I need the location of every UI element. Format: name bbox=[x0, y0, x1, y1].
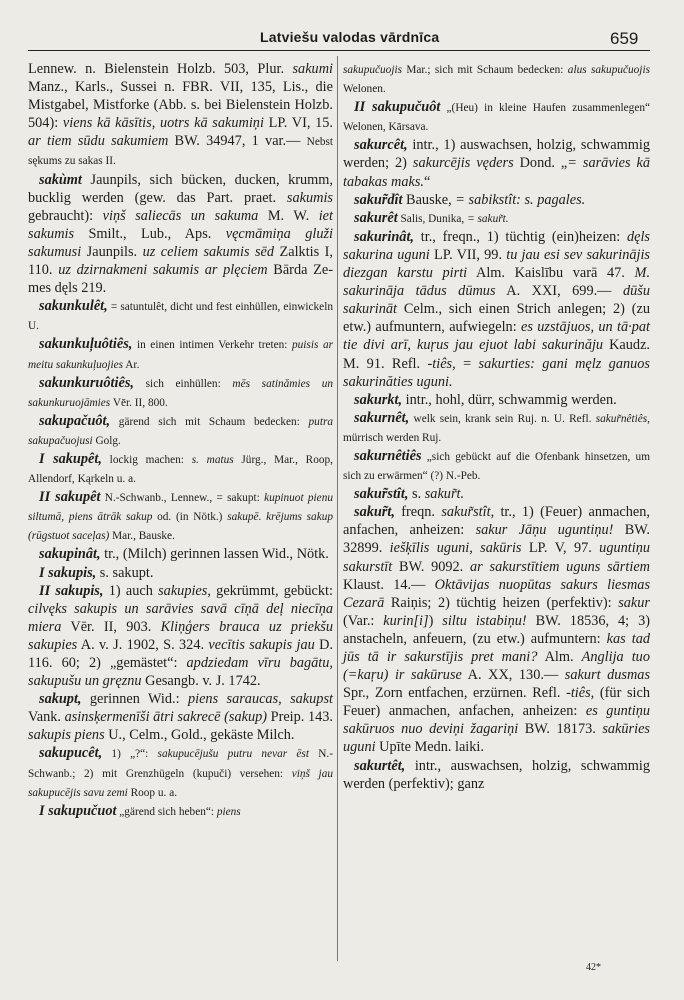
definition-text: BW. 9092. bbox=[392, 558, 471, 575]
small-example-text: piens bbox=[216, 805, 241, 818]
small-text: Jürg., Mar., Roop, Allendorf, Kąrkeln u. a. bbox=[28, 453, 333, 486]
definition-text: D. 116. 60; 2) „gemästet“: bbox=[28, 636, 333, 671]
small-text: „sich gebückt auf die Ofenbank hinsetzen, um sich zu erwärmen“ (?) N.-Peb. bbox=[343, 450, 650, 483]
headword: sakurinât, bbox=[354, 228, 414, 245]
definition-text: Jaunpils, sich bücken, ducken, krumm, bucklig werden (gew. das Part. praet. bbox=[28, 171, 333, 206]
dictionary-entry bbox=[343, 391, 650, 409]
example-text: iešķīlis uguni, sakūris bbox=[389, 540, 522, 557]
example-text: sakūries uguni bbox=[343, 721, 650, 756]
small-example-text: sakupē. krējums sakup (rūgstuot saceļas) bbox=[28, 511, 334, 543]
dictionary-entry bbox=[343, 191, 650, 209]
definition-text: s. sakupt. bbox=[96, 564, 154, 581]
headword: sakurnêtiês bbox=[354, 447, 422, 464]
headword: sakur̃dît bbox=[354, 191, 403, 208]
definition-text: A. XXI, 699.— bbox=[495, 283, 623, 300]
small-text: in einen intimen Verkehr treten: bbox=[132, 339, 292, 352]
headword: sakunkuruôtiês, bbox=[39, 374, 134, 391]
example-text: tu jau esi sev sakurinājis diezgan karstu pirti bbox=[343, 246, 650, 282]
definition-text: Vank. bbox=[28, 709, 65, 726]
page-number: 659 bbox=[610, 29, 639, 48]
small-text: N.-Schwanb.; 2) mit Grenzhügeln (kupuči) versehen: bbox=[28, 748, 333, 780]
example-text: asinsķermenīši ātri sakrecē (sakup) bbox=[64, 709, 268, 726]
definition-text: LP. VII, 99. bbox=[429, 246, 507, 263]
definition-text: gebraucht): bbox=[28, 207, 103, 224]
small-text: Roop u. a. bbox=[127, 786, 178, 799]
definition-text: Raiņis; 2) tüchtig heizen (perfektiv): bbox=[384, 594, 619, 611]
example-text: ar sakurstītiem uguns sārtiem bbox=[470, 558, 650, 575]
small-text: Nebst sękums zu sakas II. bbox=[28, 136, 334, 168]
small-text: N.-Schwanb., Lennew., = sakupt: bbox=[100, 492, 265, 505]
small-example-text: kupinuot pienu siltumā, piens ātrāk sakup bbox=[28, 492, 333, 524]
headword: I sakupêt, bbox=[39, 450, 102, 467]
example-text: sakupis piens bbox=[28, 727, 105, 744]
small-text: Salis, Dunika, bbox=[397, 212, 468, 225]
definition-text: Bārda Zemes dęls 219. bbox=[28, 262, 333, 297]
example-text: dūšu sakurināt bbox=[343, 283, 650, 318]
headword: sakùmt bbox=[39, 171, 82, 188]
example-text: sakur Jāņu uguntiņu! bbox=[475, 522, 614, 539]
column-divider bbox=[337, 56, 338, 961]
headword: sakunkulêt, bbox=[39, 298, 108, 315]
definition-text: Jaunpils. bbox=[81, 243, 143, 260]
definition-text: Lennew. n. Bielenstein Holzb. 503, Plur. bbox=[28, 61, 293, 77]
small-example-text: puisis ar meitu sakunkuļuojies bbox=[28, 339, 333, 371]
small-text: gärend sich mit Schaum bedecken: bbox=[110, 415, 309, 428]
small-text: „gärend sich heben“: bbox=[116, 805, 217, 818]
dictionary-entry bbox=[343, 409, 650, 447]
small-example-text: viņš jau sakupucējis savu zemi bbox=[28, 767, 333, 799]
example-text: sakur̃stît, bbox=[441, 504, 495, 521]
definition-text: Vēr. II, 903. bbox=[61, 618, 161, 635]
dictionary-entry bbox=[343, 228, 650, 391]
example-text: Oktāvijas nuopūtas sakurs liesmas Cezarā bbox=[343, 576, 651, 611]
example-text: vęcmāmiņa gluži sakumusi bbox=[28, 225, 334, 260]
definition-text: BW. 34947, 1 var.— bbox=[168, 133, 307, 150]
small-example-text: s. matus bbox=[191, 453, 234, 466]
example-text: sakur̃t. bbox=[424, 486, 465, 503]
definition-text: Klaust. 14.— bbox=[343, 576, 435, 593]
definition-text: Alm. Kaislību varā 47. bbox=[467, 265, 635, 282]
definition-text: Upīte Medn. laiki. bbox=[375, 739, 484, 756]
headword: sakurnêt, bbox=[354, 409, 410, 426]
small-text: „(Heu) in kleine Haufen zusammenlegen“ Welonen, Kārsava. bbox=[343, 102, 650, 134]
example-text: piens saraucas, sakupst bbox=[187, 691, 333, 708]
definition-text: 1) auch bbox=[103, 582, 159, 599]
example-text: es guntiņu sakūruos nuo deviņi žagariņi bbox=[343, 703, 650, 738]
small-text: Golg. bbox=[92, 434, 121, 447]
definition-text: Smilt., Lub., Aps. bbox=[74, 225, 226, 242]
example-text: sakur bbox=[618, 594, 650, 611]
dictionary-entry bbox=[28, 450, 333, 488]
example-text: ar tiem sūdu sakumiem bbox=[28, 133, 169, 150]
example-text: kas tad jūs tā ir sakurstījis pret mani? bbox=[343, 630, 650, 665]
example-text: uz dzirnakmeni sakumis ar plęciem bbox=[58, 262, 268, 279]
dictionary-entry bbox=[28, 335, 333, 373]
dictionary-entry bbox=[28, 488, 333, 545]
example-text: kurin[i] bbox=[383, 612, 429, 629]
example-text: sakumis bbox=[286, 189, 333, 206]
headword: sakurcêt, bbox=[354, 137, 408, 154]
definition-text: = bbox=[455, 355, 479, 372]
definition-text: (Var.: bbox=[343, 612, 384, 629]
entry-continuation bbox=[28, 60, 333, 171]
dictionary-entry bbox=[343, 757, 650, 793]
definition-text: A. v. J. 1902, S. 324. bbox=[77, 636, 209, 653]
example-text: siltu istabiņu! bbox=[442, 612, 527, 629]
definition-text: Zalktis I, 110. bbox=[28, 243, 333, 279]
definition-text: Spr., Zorn entfachen, erzürnen. Refl. bbox=[343, 685, 567, 702]
headword: sakurkt, bbox=[354, 391, 403, 408]
small-example-text: sakupučuojis bbox=[343, 64, 402, 76]
definition-text: tr., (Milch) gerinnen lassen Wid., Nötk. bbox=[100, 546, 329, 563]
dictionary-entry bbox=[28, 297, 333, 335]
definition-text: intr., auswachsen, holzig, schwammig werden (perfektiv); ganz bbox=[343, 757, 650, 792]
example-text: sakurties: gani męlz ganuos sakurinăties uguni. bbox=[343, 355, 650, 390]
headword: sakurtêt, bbox=[354, 757, 406, 774]
headword: sakurêt bbox=[354, 209, 398, 226]
definition-text: U., Celm., Gold., gekäste Milch. bbox=[104, 727, 295, 744]
headword: II sakupučuôt bbox=[354, 99, 441, 116]
small-text: sich einhüllen: bbox=[133, 377, 233, 390]
headword: sakupinât, bbox=[39, 546, 101, 563]
dictionary-entry bbox=[28, 564, 333, 582]
small-text: Mar., Bauske. bbox=[109, 530, 175, 543]
running-header: Latviešu valodas vārdnīca bbox=[260, 29, 440, 45]
definition-text: LP. V, 97. bbox=[521, 540, 600, 557]
definition-text: tr., freqn., 1) tüchtig (ein)heizen: bbox=[414, 228, 627, 245]
example-text: apdziedam vīru bagātu, sakupušu un gręznu bbox=[28, 655, 333, 690]
small-example-text: alus sakupučuojis bbox=[567, 64, 650, 76]
small-text: welk sein, krank sein Ruj. n. U. Refl. bbox=[409, 412, 596, 425]
small-example-text: sakupucējušu putru nevar ēst bbox=[157, 748, 309, 761]
small-text: = satuntulêt, dicht und fest einhüllen, einwickeln U. bbox=[28, 301, 333, 333]
small-example-text: putra sakupačuojusi bbox=[28, 415, 333, 447]
headword: I sakupis, bbox=[39, 564, 97, 581]
definition-text: tr., 1) (Feuer) anmachen, anfachen, anheizen: bbox=[343, 504, 650, 539]
example-text: viņš saliecās un sakuma bbox=[102, 207, 259, 224]
definition-text: intr., 1) auswachsen, holzig, schwammig werden; 2) bbox=[343, 137, 650, 172]
definition-text: LP. VI, 15. bbox=[263, 115, 333, 132]
header-rule bbox=[28, 50, 650, 51]
definition-text: M. W. bbox=[258, 207, 319, 224]
entry-continuation bbox=[343, 60, 650, 98]
example-text: uz celiem sakumis sēd bbox=[142, 243, 275, 260]
small-text: mürrisch werden Ruj. bbox=[343, 431, 442, 444]
dictionary-entry bbox=[28, 690, 333, 744]
headword: sakupucêt, bbox=[39, 745, 103, 762]
small-text: 1) „?“: bbox=[102, 748, 158, 761]
small-example-text: sakur̃nêtiês, bbox=[595, 412, 650, 425]
example-text: cilvęks sakupis un sarāvies savā cīņā deļ niecīņa miera bbox=[28, 600, 333, 635]
dictionary-entry bbox=[343, 485, 650, 503]
example-text: sakurcējis vęders bbox=[412, 155, 514, 172]
small-text: Vēr. II, 800. bbox=[110, 396, 168, 409]
dictionary-entry bbox=[28, 374, 333, 412]
headword: sakupačuôt, bbox=[39, 412, 111, 429]
definition-text: intr., hohl, dürr, schwammig werden. bbox=[402, 391, 617, 408]
small-text: Mar.; sich mit Schaum bedecken: bbox=[402, 64, 568, 76]
example-text: M. sakurināja tādus dūmus bbox=[343, 265, 651, 300]
definition-text: Bauske, bbox=[402, 191, 456, 208]
example-text: viens kā kāsītis, uotrs kā sakumiņi bbox=[62, 115, 264, 132]
dictionary-entry bbox=[343, 98, 650, 136]
definition-text: gerinnen Wid.: bbox=[81, 691, 188, 708]
small-text: od. (in Nötk.) bbox=[152, 511, 228, 524]
definition-text: A. XX, 130.— bbox=[461, 667, 565, 684]
example-text: Kliņģers brauca uz priekšu sakupies bbox=[28, 618, 334, 653]
definition-text: “ bbox=[424, 173, 431, 190]
definition-text: Dond. „ bbox=[513, 155, 568, 172]
definition-text: Celm., sich einen Strich anlegen; 2) (zu etw.) aufmuntern, aufwiegeln: bbox=[343, 301, 650, 336]
definition-text: Kaudz. M. 91. Refl. bbox=[343, 337, 650, 372]
dictionary-entry bbox=[28, 412, 333, 450]
example-text: -tiês, bbox=[566, 685, 595, 702]
headword: II sakupêt bbox=[39, 489, 101, 506]
definition-text: (für sich Feuer) anmachen, anfachen, anheizen: bbox=[343, 685, 650, 720]
left-column bbox=[28, 60, 333, 821]
definition-text: freqn. bbox=[394, 504, 442, 521]
definition-text: gekrümmt, gebückt: bbox=[210, 582, 333, 599]
dictionary-entry bbox=[28, 171, 333, 298]
example-text: iet sakumis bbox=[28, 207, 333, 242]
small-example-text: mēs satinămies un sakunkuruojāmies bbox=[28, 377, 333, 409]
dictionary-entry bbox=[343, 503, 650, 756]
headword: I sakupučuot bbox=[39, 802, 117, 819]
signature-mark: 42* bbox=[586, 962, 601, 973]
dictionary-entry bbox=[28, 582, 333, 691]
dictionary-entry bbox=[28, 802, 333, 821]
example-text: sakumi bbox=[292, 61, 333, 77]
headword: sakur̃t, bbox=[354, 504, 395, 521]
example-text: Anglija tuo (=kaŗu) ir sakūruse bbox=[343, 649, 650, 684]
definition-text: BW. 18536, 4; 3) anstacheln, anfeuern, (zu etw.) aufmuntern: bbox=[343, 612, 650, 647]
dictionary-entry bbox=[343, 209, 650, 228]
example-text: = sabikstît: s. pagales. bbox=[455, 191, 586, 208]
dictionary-entry bbox=[28, 744, 333, 801]
small-text: Ar. bbox=[123, 358, 140, 371]
definition-text: BW. 18173. bbox=[518, 721, 603, 738]
definition-text: ) bbox=[428, 612, 443, 629]
right-column bbox=[343, 60, 650, 793]
dictionary-entry bbox=[28, 545, 333, 563]
example-text: vecītis sakupis jau bbox=[208, 636, 315, 653]
example-text: uguntiņu sakurstīt bbox=[343, 540, 651, 575]
definition-text: Preip. 143. bbox=[267, 709, 333, 726]
dictionary-entry bbox=[343, 136, 650, 190]
definition-text: Manz., Karls., Sussei n. FBR. VII, 135, Lis., die Mistgabel, Mistforke (Abb. s. bei Bielenstein Holzb. 504): bbox=[28, 79, 333, 132]
definition-text: Gesangb. v. J. 1742. bbox=[141, 673, 261, 690]
small-example-text: = sakur̃t. bbox=[467, 212, 509, 225]
definition-text: s. bbox=[408, 486, 425, 503]
example-text: -tiês, bbox=[427, 355, 456, 372]
definition-text: BW. 32899. bbox=[343, 522, 650, 557]
small-text: Welonen. bbox=[343, 83, 386, 96]
example-text: sakupies, bbox=[158, 582, 211, 599]
example-text: = sarāvies kā tabakas maks. bbox=[343, 155, 651, 190]
example-text: dęls sakurina uguni bbox=[343, 228, 650, 263]
headword: sakupt, bbox=[39, 691, 82, 708]
headword: sakunkuļuôtiês, bbox=[39, 336, 133, 353]
example-text: es uzstājuos, un tā·pat tie divi arī, kuŗus jau ejuot labi sakurinăju bbox=[343, 319, 650, 354]
small-text: lockig machen: bbox=[101, 453, 192, 466]
headword: II sakupis, bbox=[39, 582, 104, 599]
dictionary-entry bbox=[343, 447, 650, 485]
definition-text: Alm. bbox=[537, 649, 582, 665]
example-text: sakurt dusmas bbox=[564, 667, 651, 684]
headword: sakur̃stît, bbox=[354, 486, 409, 503]
